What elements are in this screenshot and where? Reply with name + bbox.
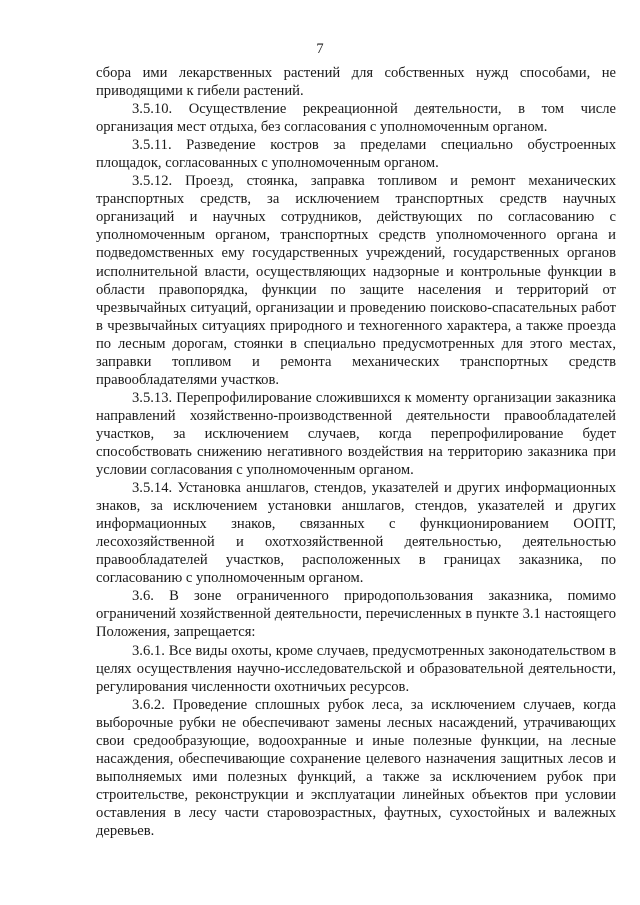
paragraph-3-5-12: 3.5.12. Проезд, стоянка, заправка топливом и ремонт механических транспортных средств, за исключением транспортных средств научных организаций и научных сотрудников, действующих по согласованию с уполномоченным органом, транспортных средств уполномоченного органа и подведомственных ему государственных учреждений, государственных органов исполнительной власти, осуществляющих надзорные и контрольные функции в области правопорядка, функции по защите населения и территорий от чрезвычайных ситуаций, организации и проведению поисково-спасательных работ в чрезвычайных ситуациях природного и техногенного характера, а также проезда по лесным дорогам, стоянки в специально предусмотренных для этого местах, заправки топливом и ремонта механических транспортных средств правообладателями участков. xyxy=(96,173,616,388)
document-body xyxy=(96,64,616,840)
paragraph-3-5-11: 3.5.11. Разведение костров за пределами специально обустроенных площадок, согласованных с уполномоченным органом. xyxy=(96,137,616,172)
page-number: 7 xyxy=(316,41,324,57)
paragraph-3-5-13: 3.5.13. Перепрофилирование сложившихся к моменту организации заказника направлений хозяйственно-производственной деятельности правообладателей участков, за исключением случаев, когда перепрофилирование будет способствовать снижению негативного воздействия на территорию заказника при условии согласования с уполномоченным органом. xyxy=(96,389,616,479)
paragraph-3-5-14: 3.5.14. Установка аншлагов, стендов, указателей и других информационных знаков, за исключением установки аншлагов, стендов, указателей и других информационных знаков, связанных с функционированием ООПТ, лесохозяйственной и охотхозяйственной деятельностью, деятельностью правообладателей участков, расположенных в границах заказника, по согласованию с уполномоченным органом. xyxy=(96,480,616,587)
paragraph-3-5-10: 3.5.10. Осуществление рекреационной деятельности, в том числе организация мест отдыха, без согласования с уполномоченным органом. xyxy=(96,101,616,136)
paragraph-3-6-1: 3.6.1. Все виды охоты, кроме случаев, предусмотренных законодательством в целях осуществления научно-исследовательской и образовательной деятельности, регулирования численности охотничьих ресурсов. xyxy=(96,642,616,695)
paragraph-3-6: 3.6. В зоне ограниченного природопользования заказника, помимо ограничений хозяйственной деятельности, перечисленных в пункте 3.1 настоящего Положения, запрещается: xyxy=(96,588,616,641)
paragraph-continuation: сбора ими лекарственных растений для собственных нужд способами, не приводящими к гибели растений. xyxy=(96,65,616,100)
paragraph-3-6-2: 3.6.2. Проведение сплошных рубок леса, за исключением случаев, когда выборочные рубки не обеспечивают замены лесных насаждений, утрачивающих свои средообразующие, водоохранные и иные полезные функции, на лесные насаждения, обеспечивающие сохранение целевого назначения защитных лесов и выполняемых ими полезных функций, а также за исключением рубок при строительстве, реконструкции и эксплуатации линейных объектов при условии оставления в лесу части старовозрастных, фаутных, сухостойных и валежных деревьев. xyxy=(96,696,616,839)
